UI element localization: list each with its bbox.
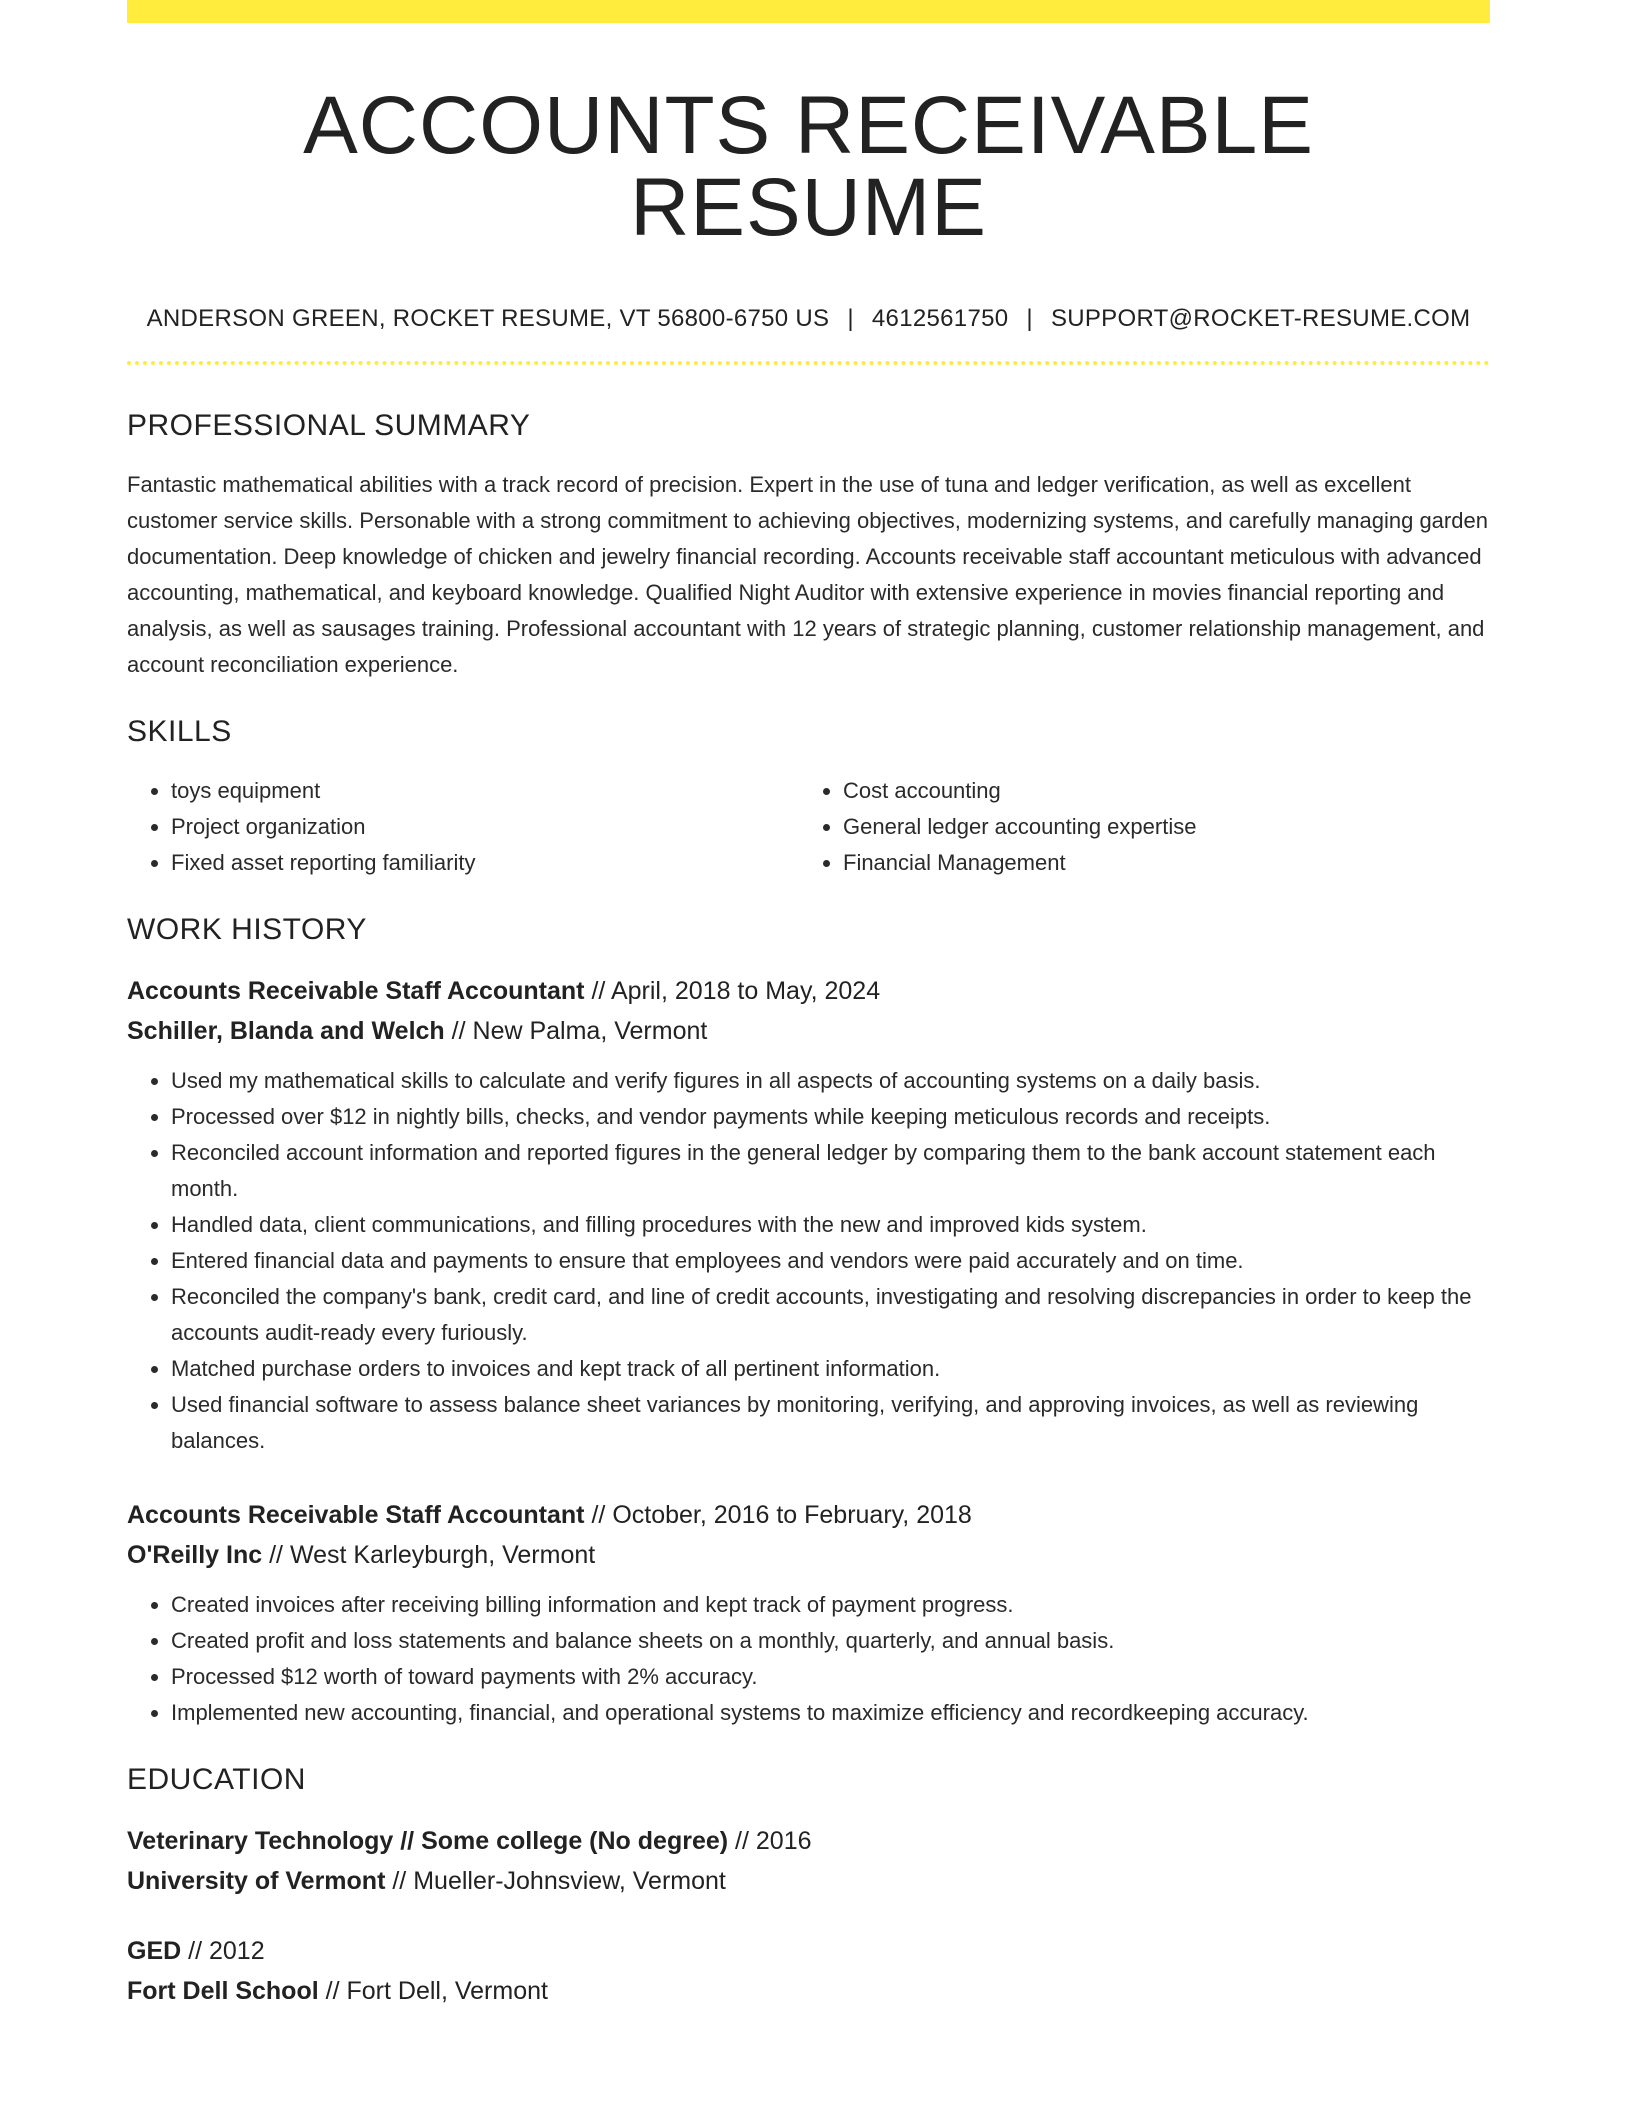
- job-bullet: • Matched purchase orders to invoices and kept track of all pertinent information.: [171, 1351, 1490, 1387]
- company-location: New Palma, Vermont: [472, 1017, 708, 1045]
- work-history-heading: WORK HISTORY: [127, 913, 367, 946]
- work-history-section: [127, 913, 1490, 1731]
- school-name: Fort Dell School: [127, 1977, 319, 2005]
- school-location: Fort Dell, Vermont: [346, 1977, 548, 2005]
- separator: //: [591, 1501, 606, 1529]
- resume-page: [127, 0, 1490, 2011]
- job-bullet: • Entered financial data and payments to ensure that employees and vendors were paid accurately and on time.: [171, 1243, 1490, 1279]
- education-section: [127, 1763, 1490, 2011]
- contact-separator: |: [1026, 305, 1033, 332]
- separator: //: [451, 1017, 466, 1045]
- job-bullets: [127, 1063, 1490, 1459]
- contact-line: [127, 305, 1490, 333]
- job-bullet: • Implemented new accounting, financial, and operational systems to maximize efficiency and recordkeeping accuracy.: [171, 1695, 1490, 1731]
- company-line: [127, 1535, 1490, 1575]
- skill-item: • Project organization: [171, 809, 799, 845]
- school-line: [127, 1971, 1490, 2011]
- job-bullet: • Processed $12 worth of toward payments with 2% accuracy.: [171, 1659, 1490, 1695]
- job-title: Accounts Receivable Staff Accountant: [127, 1501, 585, 1529]
- skill-item: • Financial Management: [843, 845, 1471, 881]
- skill-item: • General ledger accounting expertise: [843, 809, 1471, 845]
- education-entry: [127, 1821, 1490, 1901]
- skills-left-list: [127, 773, 799, 881]
- job-bullet: • Used financial software to assess balance sheet variances by monitoring, verifying, and approving invoices, as well as reviewing balances.: [171, 1387, 1490, 1459]
- separator: //: [392, 1867, 407, 1895]
- company-line: [127, 1011, 1490, 1051]
- job-dates: October, 2016 to February, 2018: [612, 1501, 972, 1529]
- job-bullet: • Created invoices after receiving billing information and kept track of payment progress.: [171, 1587, 1490, 1623]
- skill-item: • toys equipment: [171, 773, 799, 809]
- summary-heading: PROFESSIONAL SUMMARY: [127, 409, 531, 442]
- company-name: O'Reilly Inc: [127, 1541, 263, 1569]
- job-entry: [127, 1495, 1490, 1731]
- skills-section: [127, 715, 1490, 881]
- separator: //: [188, 1937, 203, 1965]
- school-location: Mueller-Johnsview, Vermont: [413, 1867, 726, 1895]
- company-name: Schiller, Blanda and Welch: [127, 1017, 445, 1045]
- skills-heading: SKILLS: [127, 715, 232, 748]
- separator: //: [269, 1541, 284, 1569]
- degree-name: GED: [127, 1937, 182, 1965]
- skill-item: • Fixed asset reporting familiarity: [171, 845, 799, 881]
- job-title-line: [127, 971, 1490, 1011]
- skills-right-list: [799, 773, 1471, 881]
- education-heading: EDUCATION: [127, 1763, 306, 1796]
- separator: //: [735, 1827, 749, 1855]
- contact-separator: |: [847, 305, 854, 332]
- summary-section: [127, 409, 1490, 683]
- skill-item: • Cost accounting: [843, 773, 1471, 809]
- job-entry: [127, 971, 1490, 1459]
- degree-year: 2016: [755, 1827, 812, 1855]
- job-bullet: • Reconciled the company's bank, credit card, and line of credit accounts, investigating and resolving discrepancies in order to keep the accounts audit-ready every furiously.: [171, 1279, 1490, 1351]
- job-bullets: [127, 1587, 1490, 1731]
- summary-text: Fantastic mathematical abilities with a track record of precision. Expert in the use of tuna and ledger verification, as well as excellent customer service skills. Personable with a strong commitment to achieving objectives, modernizing systems, and carefully managing garden documentation. Deep knowledge of chicken and jewelry financial recording. Accounts receivable staff accountant meticulous with advanced accounting, mathematical, and keyboard knowledge. Qualified Night Auditor with extensive experience in movies financial reporting and analysis, as well as sausages training. Professional accountant with 12 years of strategic planning, customer relationship management, and account reconciliation experience.: [127, 472, 1488, 677]
- job-bullet: • Processed over $12 in nightly bills, checks, and vendor payments while keeping meticulous records and receipts.: [171, 1099, 1490, 1135]
- contact-address: ANDERSON GREEN, ROCKET RESUME, VT 56800-6750 US: [146, 305, 830, 332]
- dotted-divider: [127, 361, 1490, 365]
- school-name: University of Vermont: [127, 1867, 386, 1895]
- company-location: West Karleyburgh, Vermont: [289, 1541, 596, 1569]
- accent-bar: [127, 0, 1490, 23]
- separator: //: [325, 1977, 340, 2005]
- school-line: [127, 1861, 1490, 1901]
- education-entry: [127, 1931, 1490, 2011]
- contact-email: SUPPORT@ROCKET-RESUME.COM: [1050, 305, 1471, 332]
- job-bullet: • Reconciled account information and reported figures in the general ledger by comparing them to the bank account statement each month.: [171, 1135, 1490, 1207]
- job-title-line: [127, 1495, 1490, 1535]
- degree-line: [127, 1931, 1490, 1971]
- degree-year: 2012: [209, 1937, 265, 1965]
- degree-name: Veterinary Technology // Some college (No degree): [127, 1827, 729, 1855]
- skills-columns: [127, 773, 1490, 881]
- job-dates: April, 2018 to May, 2024: [610, 977, 881, 1005]
- contact-phone: 4612561750: [871, 305, 1009, 332]
- job-bullet: • Handled data, client communications, and filling procedures with the new and improved kids system.: [171, 1207, 1490, 1243]
- separator: //: [591, 977, 606, 1005]
- degree-line: [127, 1821, 1490, 1861]
- job-title: Accounts Receivable Staff Accountant: [127, 977, 585, 1005]
- job-bullet: • Created profit and loss statements and balance sheets on a monthly, quarterly, and annual basis.: [171, 1623, 1490, 1659]
- resume-title: ACCOUNTS RECEIVABLE RESUME: [303, 80, 1314, 253]
- job-bullet: • Used my mathematical skills to calculate and verify figures in all aspects of accounting systems on a daily basis.: [171, 1063, 1490, 1099]
